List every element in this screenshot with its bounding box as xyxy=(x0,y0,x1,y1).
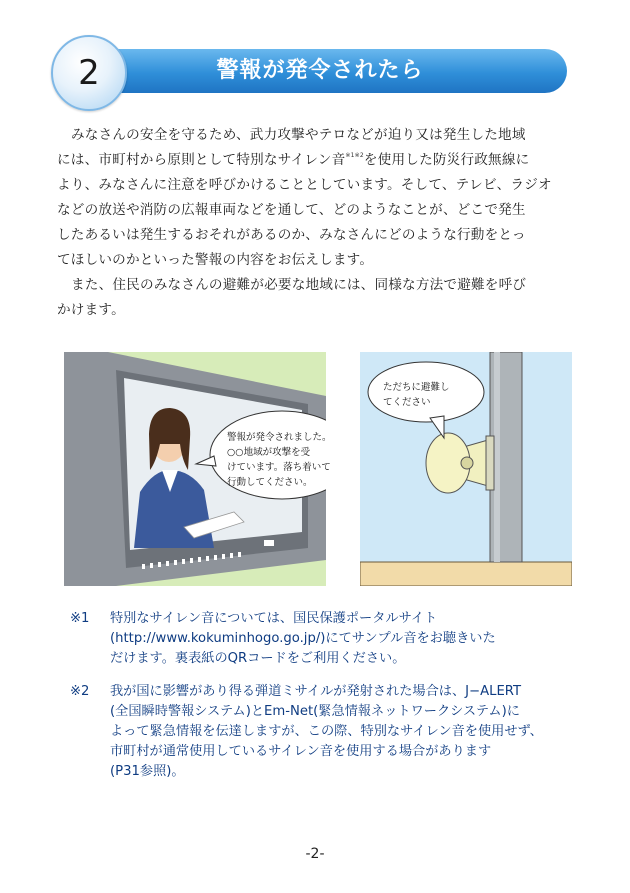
text-line: かけます。 xyxy=(57,302,125,318)
footnote-line: 特別なサイレン音については、国民保護ポータルサイト xyxy=(110,611,438,626)
text-line: みなさんの安全を守るため、武力攻撃やテロなどが迫り又は発生した地域 xyxy=(71,127,526,143)
footnote-line: (全国瞬時警報システム)とEm-Net(緊急情報ネットワークシステム)に xyxy=(110,704,520,719)
evacuation-paragraph xyxy=(57,273,572,323)
ground xyxy=(360,562,572,586)
footnote-line: よって緊急情報を伝達しますが、この際、特別なサイレン音を使用せず、 xyxy=(110,724,543,739)
footnote-line: (P31参照)。 xyxy=(110,764,185,779)
text-segment: には、市町村から原則として特別なサイレン音 xyxy=(57,152,346,168)
footnote-ref-2: ※2 xyxy=(354,152,364,159)
text-line: また、住民のみなさんの避難が必要な地域には、同様な方法で避難を呼び xyxy=(71,277,527,293)
bubble-line: けています。落ち着いて xyxy=(227,462,331,473)
text-segment: を使用した防災行政無線に xyxy=(363,152,530,168)
footnote-line: 市町村が通常使用しているサイレン音を使用する場合があります xyxy=(110,744,492,759)
bubble-line: ○○地域が攻撃を受 xyxy=(227,447,311,458)
footnote-body xyxy=(110,682,585,782)
bubble-line: てください xyxy=(383,397,431,408)
text-line: より、みなさんに注意を呼びかけることとしています。そして、テレビ、ラジオ xyxy=(57,177,552,193)
text-line: などの放送や消防の広報車両などを通して、どのようなことが、どこで発生 xyxy=(57,202,526,218)
page-number: -2- xyxy=(305,846,325,862)
text-line: したあるいは発生するおそれがあるのか、みなさんにどのような行動をとっ xyxy=(57,227,526,243)
bubble-line: ただちに避難し xyxy=(383,382,450,393)
pole-highlight xyxy=(494,352,500,562)
siren-bubble-text xyxy=(383,380,450,410)
bubble-line: 行動してください。 xyxy=(227,477,313,488)
footnote-ref xyxy=(345,152,364,159)
tv-bubble-text xyxy=(227,430,332,490)
text-line xyxy=(57,148,572,173)
speaker-clamp xyxy=(486,436,494,490)
text-line: てほしいのかといった警報の内容をお伝えします。 xyxy=(57,252,374,268)
section-number: 2 xyxy=(78,53,100,93)
footnote-ref-1: ※1 xyxy=(345,152,355,159)
footnote-mark: ※1 xyxy=(70,611,90,626)
bubble-line: 警報が発令されました。 xyxy=(227,432,332,443)
footnote-mark: ※2 xyxy=(70,684,90,699)
footnote-line: (http://www.kokuminhogo.go.jp/)にてサンプル音をお聴きいた xyxy=(110,631,496,646)
footnote-line: 我が国に影響があり得る弾道ミサイルが発射された場合は、J−ALERT xyxy=(110,684,522,699)
page-title: 警報が発令されたら xyxy=(216,58,424,83)
footnote-line: だけます。裏表紙のQRコードをご利用ください。 xyxy=(110,651,406,666)
speaker-driver xyxy=(461,457,473,469)
intro-paragraph xyxy=(57,123,572,273)
footnote-body xyxy=(110,609,585,669)
